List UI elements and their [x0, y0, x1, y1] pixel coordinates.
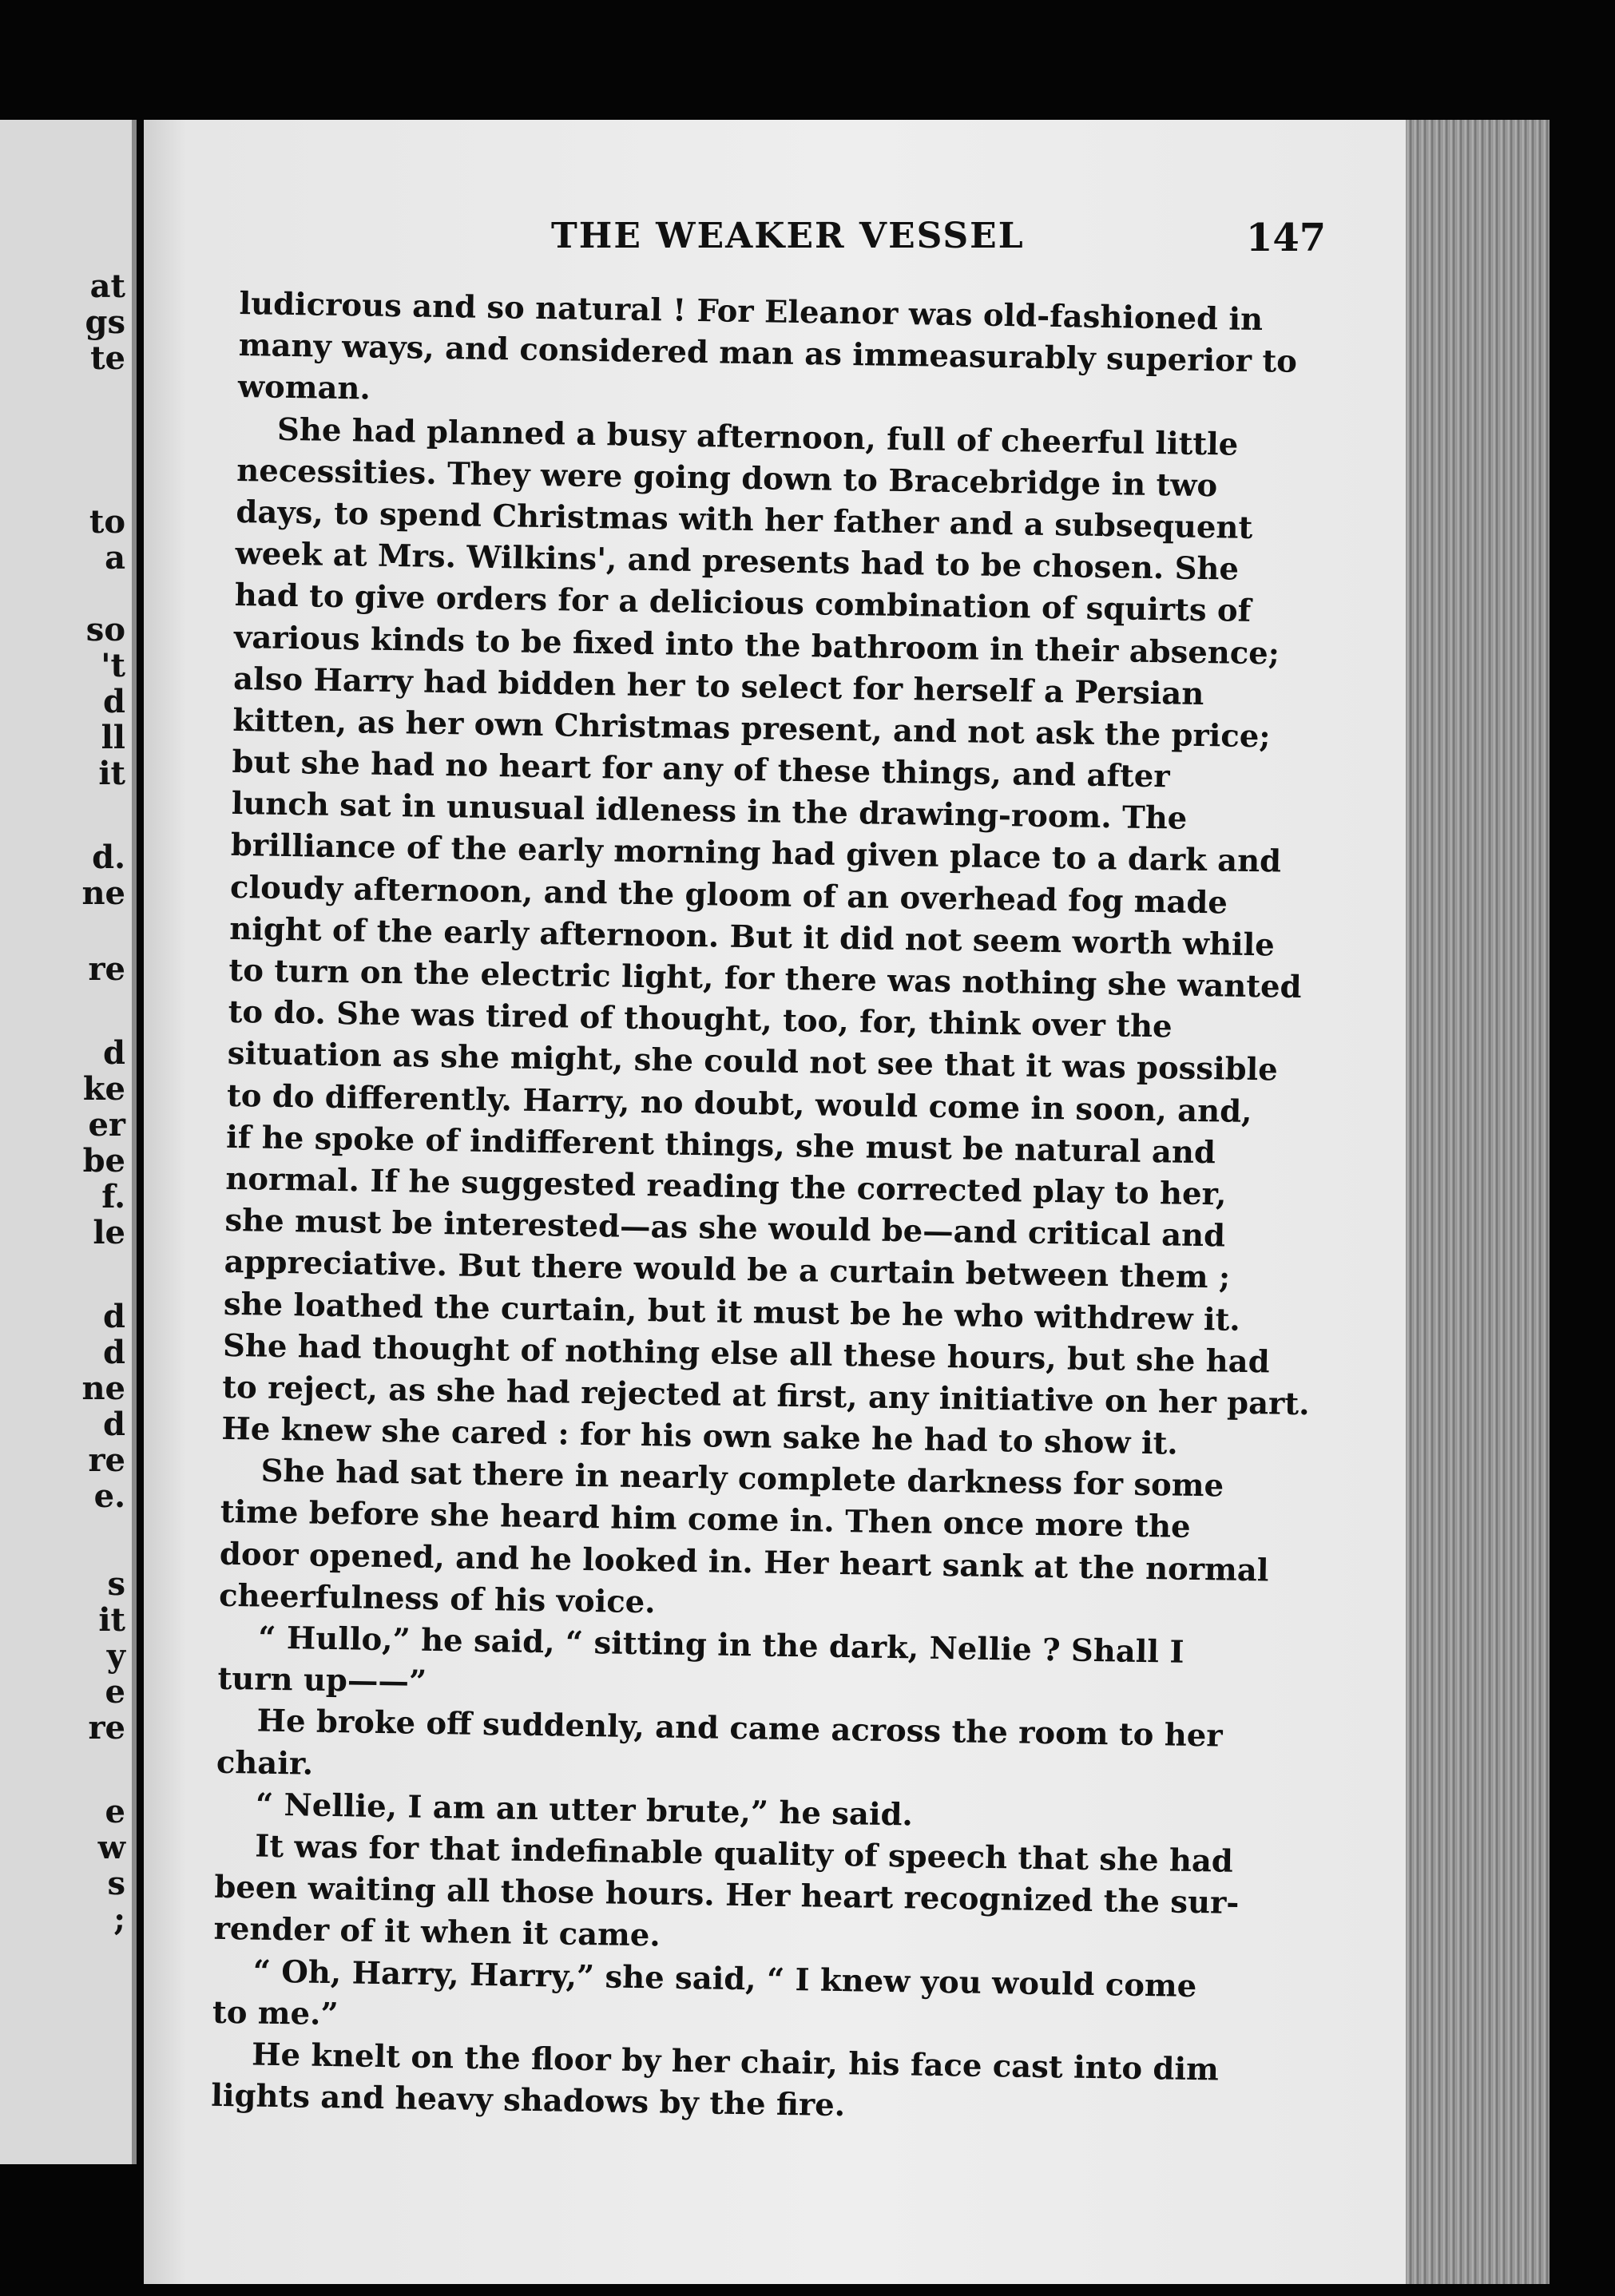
text-line: been waiting all those hours. Her heart recognized the sur- — [214, 1869, 1240, 1922]
text-line: render of it when it came. — [213, 1911, 661, 1954]
left-page-fragment: it — [98, 1601, 125, 1639]
left-page-fragment: s — [107, 1865, 125, 1902]
text-line: necessities. They were going down to Bracebridge in two — [236, 452, 1218, 505]
text-line: door opened, and he looked in. Her heart sank at the normal — [219, 1536, 1269, 1589]
left-page-fragment: ll — [101, 719, 125, 756]
left-page-fragment: at — [89, 268, 125, 305]
text-line: kitten, as her own Christmas present, and not ask the price; — [232, 702, 1271, 755]
text-line: He broke off suddenly, and came across the room to her — [256, 1703, 1223, 1755]
text-line: woman. — [237, 369, 371, 407]
left-page-fragment: ne — [81, 1370, 125, 1407]
text-line: week at Mrs. Wilkins', and presents had to be chosen. She — [235, 536, 1240, 588]
paragraph — [219, 1450, 1395, 1636]
left-page-fragment: s — [107, 1565, 125, 1603]
text-line: she loathed the curtain, but it must be he who withdrew it. — [223, 1286, 1241, 1338]
text-line: cheerfulness of his voice. — [218, 1577, 656, 1621]
page-edge — [1406, 120, 1550, 2284]
text-line: many ways, and considered man as immeasurably superior to — [238, 327, 1298, 380]
text-line: She had sat there in nearly complete darkness for some — [260, 1453, 1224, 1505]
text-line: but she had no heart for any of these things, and after — [232, 744, 1170, 795]
text-line: she must be interested—as she would be—and critical and — [224, 1202, 1226, 1255]
left-page-fragment: e. — [93, 1477, 125, 1515]
left-page-fragment: d — [103, 1298, 125, 1335]
body-text — [211, 284, 1414, 2135]
text-line: time before she heard him come in. Then once more the — [220, 1494, 1191, 1546]
text-line: He knelt on the floor by her chair, his face cast into dim — [251, 2036, 1220, 2088]
left-page-fragment: it — [98, 755, 125, 792]
text-line: “ Nellie, I am an utter brute,” he said. — [255, 1786, 914, 1834]
running-title: THE WEAKER VESSEL — [551, 216, 1025, 256]
text-line: brilliance of the early morning had given place to a dark and — [230, 827, 1282, 881]
text-line: days, to spend Christmas with her father and a subsequent — [236, 494, 1253, 546]
paragraph — [213, 1826, 1389, 1969]
text-line: situation as she might, she could not see that it was possible — [227, 1036, 1279, 1089]
left-page-fragment: d — [103, 1406, 125, 1443]
left-page-fragment: ne — [81, 874, 125, 912]
left-page-fragment: gs — [85, 303, 125, 341]
text-line: “ Hullo,” he said, “ sitting in the dark, Nellie ? Shall I — [258, 1620, 1184, 1671]
left-page-fragment: a — [105, 539, 125, 577]
left-page-fragment: te — [90, 339, 125, 377]
left-page-fragment: ; — [113, 1901, 125, 1938]
left-page-fragment: d — [103, 683, 125, 720]
text-line: She had planned a busy afternoon, full of cheerful little — [276, 411, 1239, 463]
right-page — [144, 120, 1550, 2284]
left-page-fragment: re — [88, 1709, 125, 1747]
left-page-fragment: so — [85, 611, 125, 648]
text-line: to do differently. Harry, no doubt, would come in soon, and, — [226, 1077, 1252, 1130]
left-page-fragment: e — [105, 1673, 125, 1711]
text-line: to me.” — [212, 1994, 339, 2032]
left-page-fragment: w — [97, 1829, 125, 1866]
text-line: She had thought of nothing else all these hours, but she had — [222, 1327, 1270, 1381]
left-page-fragment: 't — [101, 647, 125, 684]
text-line: lunch sat in unusual idleness in the drawing-room. The — [231, 786, 1188, 837]
text-line: cloudy afternoon, and the gloom of an overhead fog made — [229, 869, 1228, 922]
text-line: lights and heavy shadows by the fire. — [210, 2077, 846, 2124]
text-line: He knew she cared : for his own sake he had to show it. — [221, 1410, 1179, 1462]
paragraph — [211, 2034, 1386, 2135]
left-page-fragment: le — [93, 1214, 125, 1251]
text-line: if he spoke of indifferent things, she must be natural and — [225, 1119, 1216, 1172]
text-line: to do. She was tired of thought, too, for, think over the — [228, 994, 1173, 1045]
text-line: to turn on the electric light, for there was nothing she wanted — [228, 952, 1302, 1005]
text-line: various kinds to be fixed into the bathroom in their absence; — [233, 619, 1280, 672]
left-page-fragment: er — [88, 1106, 125, 1144]
text-line: ludicrous and so natural ! For Eleanor was old-fashioned in — [239, 285, 1264, 339]
left-page-fragment: f. — [101, 1178, 125, 1215]
text-line: also Harry had bidden her to select for herself a Persian — [232, 660, 1204, 712]
paragraph — [238, 284, 1414, 427]
left-page-fragment: e — [105, 1793, 125, 1830]
text-line: It was for that indefinable quality of speech that she had — [254, 1828, 1234, 1880]
page-number: 147 — [1246, 216, 1327, 260]
left-page-fragment: ke — [82, 1070, 125, 1108]
left-page — [0, 120, 137, 2164]
left-page-fragment: d — [103, 1334, 125, 1371]
page-header — [144, 216, 1414, 272]
text-line: chair. — [216, 1744, 314, 1782]
left-page-fragment: be — [82, 1142, 125, 1180]
left-page-fragment: to — [89, 503, 125, 541]
left-page-fragment: d. — [92, 839, 125, 876]
text-line: normal. If he suggested reading the corrected play to her, — [225, 1160, 1227, 1213]
left-page-fragment: y — [106, 1637, 125, 1675]
text-line: “ Oh, Harry, Harry,” she said, “ I knew you would come — [252, 1953, 1197, 2005]
left-page-fragment: re — [88, 950, 125, 988]
paragraph — [221, 409, 1411, 1469]
text-line: appreciative. But there would be a curtain between them ; — [224, 1244, 1231, 1296]
left-page-fragment: d — [103, 1034, 125, 1072]
left-page-fragment: re — [88, 1441, 125, 1479]
text-line: night of the early afternoon. But it did not seem worth while — [228, 910, 1276, 964]
text-line: to reject, as she had rejected at first, any initiative on her part. — [221, 1369, 1310, 1423]
text-line: had to give orders for a delicious combination of squirts of — [234, 577, 1252, 630]
text-line: turn up——” — [217, 1660, 427, 1701]
